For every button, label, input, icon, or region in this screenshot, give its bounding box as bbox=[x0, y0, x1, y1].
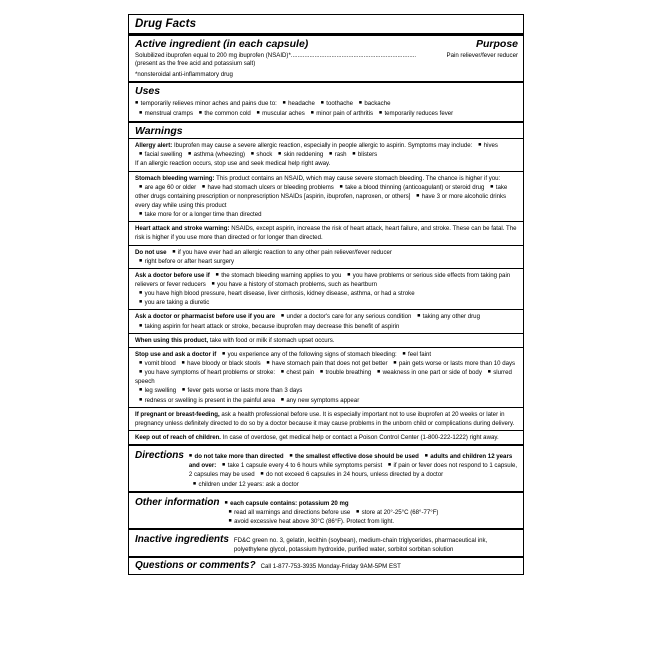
allergy-item: ■ shock bbox=[247, 151, 273, 158]
uses-item: ■ muscular aches bbox=[253, 110, 305, 117]
heart-stroke-label: Heart attack and stroke warning: bbox=[135, 225, 230, 233]
ask-doctor-item: ■ you have high blood pressure, heart disease, liver cirrhosis, kidney disease, asthma, or had a stroke bbox=[135, 290, 415, 297]
questions-text: Call 1-877-753-3935 Monday-Friday 9AM-5PM EST bbox=[260, 563, 401, 571]
stomach-bleeding-label: Stomach bleeding warning: bbox=[135, 174, 215, 182]
section-uses-header bbox=[129, 83, 523, 98]
purpose-heading: Purpose bbox=[475, 38, 518, 50]
allergy-item: ■ hives bbox=[474, 142, 498, 149]
directions-item: ■ children under 12 years: ask a doctor bbox=[189, 481, 299, 488]
other-information-item: ■ store at 20°-25°C (68°-77°F) bbox=[352, 509, 438, 516]
stop-use-item: ■ pain gets worse or lasts more than 10 days bbox=[389, 360, 515, 367]
do-not-use-label: Do not use bbox=[135, 248, 167, 256]
ask-pharmacist-item: ■ taking any other drug bbox=[413, 313, 480, 320]
stomach-bleeding-text: This product contains an NSAID, which may cause severe stomach bleeding. The chance is higher if you: bbox=[216, 174, 501, 182]
stomach-item: ■ take more for or a longer time than directed bbox=[135, 211, 262, 218]
uses-body bbox=[129, 98, 523, 121]
stop-use-item: ■ you have symptoms of heart problems or stroke: bbox=[135, 369, 275, 376]
directions-item: ■ do not take more than directed bbox=[189, 453, 284, 460]
stop-use-label: Stop use and ask a doctor if bbox=[135, 350, 217, 358]
allergy-item: ■ blisters bbox=[348, 151, 377, 158]
stop-use-item: ■ slurred speech bbox=[135, 369, 512, 385]
active-ingredient-text: Solubilized ibuprofen equal to 200 mg ibuprofen (NSAID)*.......................................................................... bbox=[135, 52, 417, 59]
ask-doctor-item: ■ the stomach bleeding warning applies to you bbox=[212, 272, 342, 279]
stomach-item: ■ take other drugs containing prescription or nonprescription NSAIDs [aspirin, ibuprofen, naproxen, or others] bbox=[135, 184, 507, 200]
other-information-body bbox=[224, 499, 518, 526]
directions-item: ■ adults and children 12 years and over: bbox=[189, 453, 512, 469]
drug-facts-panel bbox=[128, 14, 524, 575]
inactive-ingredients-heading: Inactive ingredients bbox=[135, 534, 229, 546]
directions-heading: Directions bbox=[135, 450, 184, 462]
allergy-item: ■ skin reddening bbox=[274, 151, 323, 158]
heart-stroke-block bbox=[129, 222, 523, 244]
uses-item: ■ toothache bbox=[317, 100, 353, 107]
stop-use-item: ■ any new symptoms appear bbox=[277, 397, 359, 404]
stop-use-item: ■ weakness in one part or side of body bbox=[373, 369, 482, 376]
heart-stroke-text: NSAIDs, except aspirin, increase the risk of heart attack, heart failure, and stroke. These can be fatal. The risk is higher if you use more than directed or for longer than directed. bbox=[135, 225, 517, 242]
stomach-item: ■ are age 60 or older bbox=[135, 184, 196, 191]
uses-item: ■ headache bbox=[279, 100, 315, 107]
when-using-block bbox=[129, 334, 523, 347]
pregnancy-block bbox=[129, 408, 523, 430]
section-inactive-ingredients bbox=[129, 530, 523, 556]
allergy-alert-block bbox=[129, 139, 523, 170]
allergy-alert-label: Allergy alert: bbox=[135, 142, 173, 150]
stomach-item: ■ have had stomach ulcers or bleeding problems bbox=[198, 184, 334, 191]
when-using-text: take with food or milk if stomach upset occurs. bbox=[209, 336, 335, 344]
other-information-item: ■ read all warnings and directions before use bbox=[224, 509, 350, 516]
page-title: Drug Facts bbox=[135, 18, 197, 30]
directions-body bbox=[189, 452, 518, 489]
active-ingredient-note-1: (present as the free acid and potassium salt) bbox=[135, 60, 256, 67]
questions-heading: Questions or comments? bbox=[135, 560, 256, 572]
other-information-item: ■ each capsule contains: potassium 20 mg bbox=[224, 500, 348, 507]
ask-doctor-item: ■ you have problems or serious side effects from taking pain relievers or fever reducers bbox=[135, 272, 510, 288]
when-using-label: When using this product, bbox=[135, 336, 209, 344]
ask-doctor-label: Ask a doctor before use if bbox=[135, 271, 210, 279]
active-ingredient-note-2: *nonsteroidal anti-inflammatory drug bbox=[135, 71, 233, 79]
stop-use-item: ■ leg swelling bbox=[135, 387, 176, 394]
warnings-heading: Warnings bbox=[135, 125, 183, 138]
allergy-item: ■ asthma (wheezing) bbox=[184, 151, 245, 158]
stomach-item: ■ have 3 or more alcoholic drinks every day while using this product bbox=[135, 193, 506, 209]
stomach-item: ■ take a blood thinning (anticoagulant) or steroid drug bbox=[336, 184, 485, 191]
ask-doctor-block bbox=[129, 269, 523, 310]
stop-use-item: ■ feel faint bbox=[398, 351, 431, 358]
pregnancy-text: ask a health professional before use. It is especially important not to use ibuprofen at 20 weeks or later in pregnancy unless definitely directed to do so by a doctor because it may cause problems in the unborn child or complications during delivery. bbox=[135, 410, 515, 427]
keep-out-of-reach-block bbox=[129, 431, 523, 444]
stomach-bleeding-block bbox=[129, 172, 523, 222]
do-not-use-item: ■ if you have ever had an allergic reaction to any other pain reliever/fever reducer bbox=[168, 249, 392, 256]
stop-use-item: ■ redness or swelling is present in the painful area bbox=[135, 397, 275, 404]
section-questions bbox=[129, 558, 523, 574]
pregnancy-label: If pregnant or breast-feeding, bbox=[135, 410, 220, 418]
keep-out-text: In case of overdose, get medical help or contact a Poison Control Center (1-800-222-1222) right away. bbox=[222, 433, 499, 441]
section-directions bbox=[129, 446, 523, 491]
inactive-ingredients-text: FD&C green no. 3, gelatin, lecithin (soybean), medium-chain triglycerides, pharmaceutical ink, polyethylene glycol, potassium hydroxide, purified water, sorbitol sorbitan solution bbox=[233, 537, 488, 554]
stop-use-item: ■ fever gets worse or lasts more than 3 days bbox=[178, 387, 302, 394]
other-information-heading: Other information bbox=[135, 496, 220, 508]
stop-use-item: ■ have stomach pain that does not get better bbox=[262, 360, 387, 367]
stop-use-item: ■ vomit blood bbox=[135, 360, 176, 367]
section-active-ingredient-header bbox=[129, 36, 523, 51]
stop-use-item: ■ trouble breathing bbox=[316, 369, 371, 376]
section-other-information bbox=[129, 493, 523, 528]
directions-item: ■ do not exceed 6 capsules in 24 hours, unless directed by a doctor bbox=[256, 471, 443, 478]
stop-use-item: ■ have bloody or black stools bbox=[178, 360, 261, 367]
uses-item: ■ temporarily reduces fever bbox=[375, 110, 453, 117]
ask-pharmacist-item: ■ taking aspirin for heart attack or stroke, because ibuprofen may decrease this benefit of aspirin bbox=[135, 323, 399, 330]
other-information-item: ■ avoid excessive heat above 30°C (86°F). Protect from light. bbox=[224, 518, 394, 525]
active-ingredient-purpose: Pain reliever/fever reducer bbox=[446, 52, 518, 59]
directions-item: ■ take 1 capsule every 4 to 6 hours while symptoms persist bbox=[218, 462, 382, 469]
allergy-item: ■ rash bbox=[325, 151, 347, 158]
uses-item: ■ minor pain of arthritis bbox=[307, 110, 374, 117]
do-not-use-block bbox=[129, 246, 523, 268]
stop-use-item: ■ chest pain bbox=[277, 369, 314, 376]
active-ingredient-heading: Active ingredient (in each capsule) bbox=[135, 38, 309, 50]
allergy-item: ■ facial swelling bbox=[135, 151, 182, 158]
allergy-alert-text: Ibuprofen may cause a severe allergic reaction, especially in people allergic to aspirin. Symptoms may include: bbox=[173, 142, 473, 150]
ask-doctor-item: ■ you are taking a diuretic bbox=[135, 299, 209, 306]
keep-out-label: Keep out of reach of children. bbox=[135, 433, 221, 441]
ask-doctor-item: ■ you have a history of stomach problems, such as heartburn bbox=[207, 281, 377, 288]
section-warnings-header bbox=[129, 123, 523, 138]
active-ingredient-row bbox=[129, 51, 523, 59]
directions-item: ■ if pain or fever does not respond to 1 capsule, 2 capsules may be used bbox=[189, 462, 517, 478]
uses-item: ■ menstrual cramps bbox=[135, 110, 193, 117]
leader-dots: .......................................................................... bbox=[290, 52, 417, 59]
uses-item: ■ the common cold bbox=[195, 110, 251, 117]
directions-item: ■ the smallest effective dose should be used bbox=[285, 453, 419, 460]
allergy-alert-tail: If an allergic reaction occurs, stop use and seek medical help right away. bbox=[135, 160, 331, 168]
stop-use-block bbox=[129, 348, 523, 407]
uses-line1-lead: ■ temporarily relieves minor aches and pains due to: bbox=[135, 100, 277, 107]
ask-pharmacist-item: ■ under a doctor's care for any serious condition bbox=[277, 313, 411, 320]
ask-pharmacist-label: Ask a doctor or pharmacist before use if you are bbox=[135, 313, 276, 321]
do-not-use-item: ■ right before or after heart surgery bbox=[135, 258, 234, 265]
ask-pharmacist-block bbox=[129, 310, 523, 332]
uses-item: ■ backache bbox=[355, 100, 391, 107]
stop-use-item: ■ you experience any of the following signs of stomach bleeding: bbox=[218, 351, 397, 358]
uses-heading: Uses bbox=[135, 85, 161, 98]
